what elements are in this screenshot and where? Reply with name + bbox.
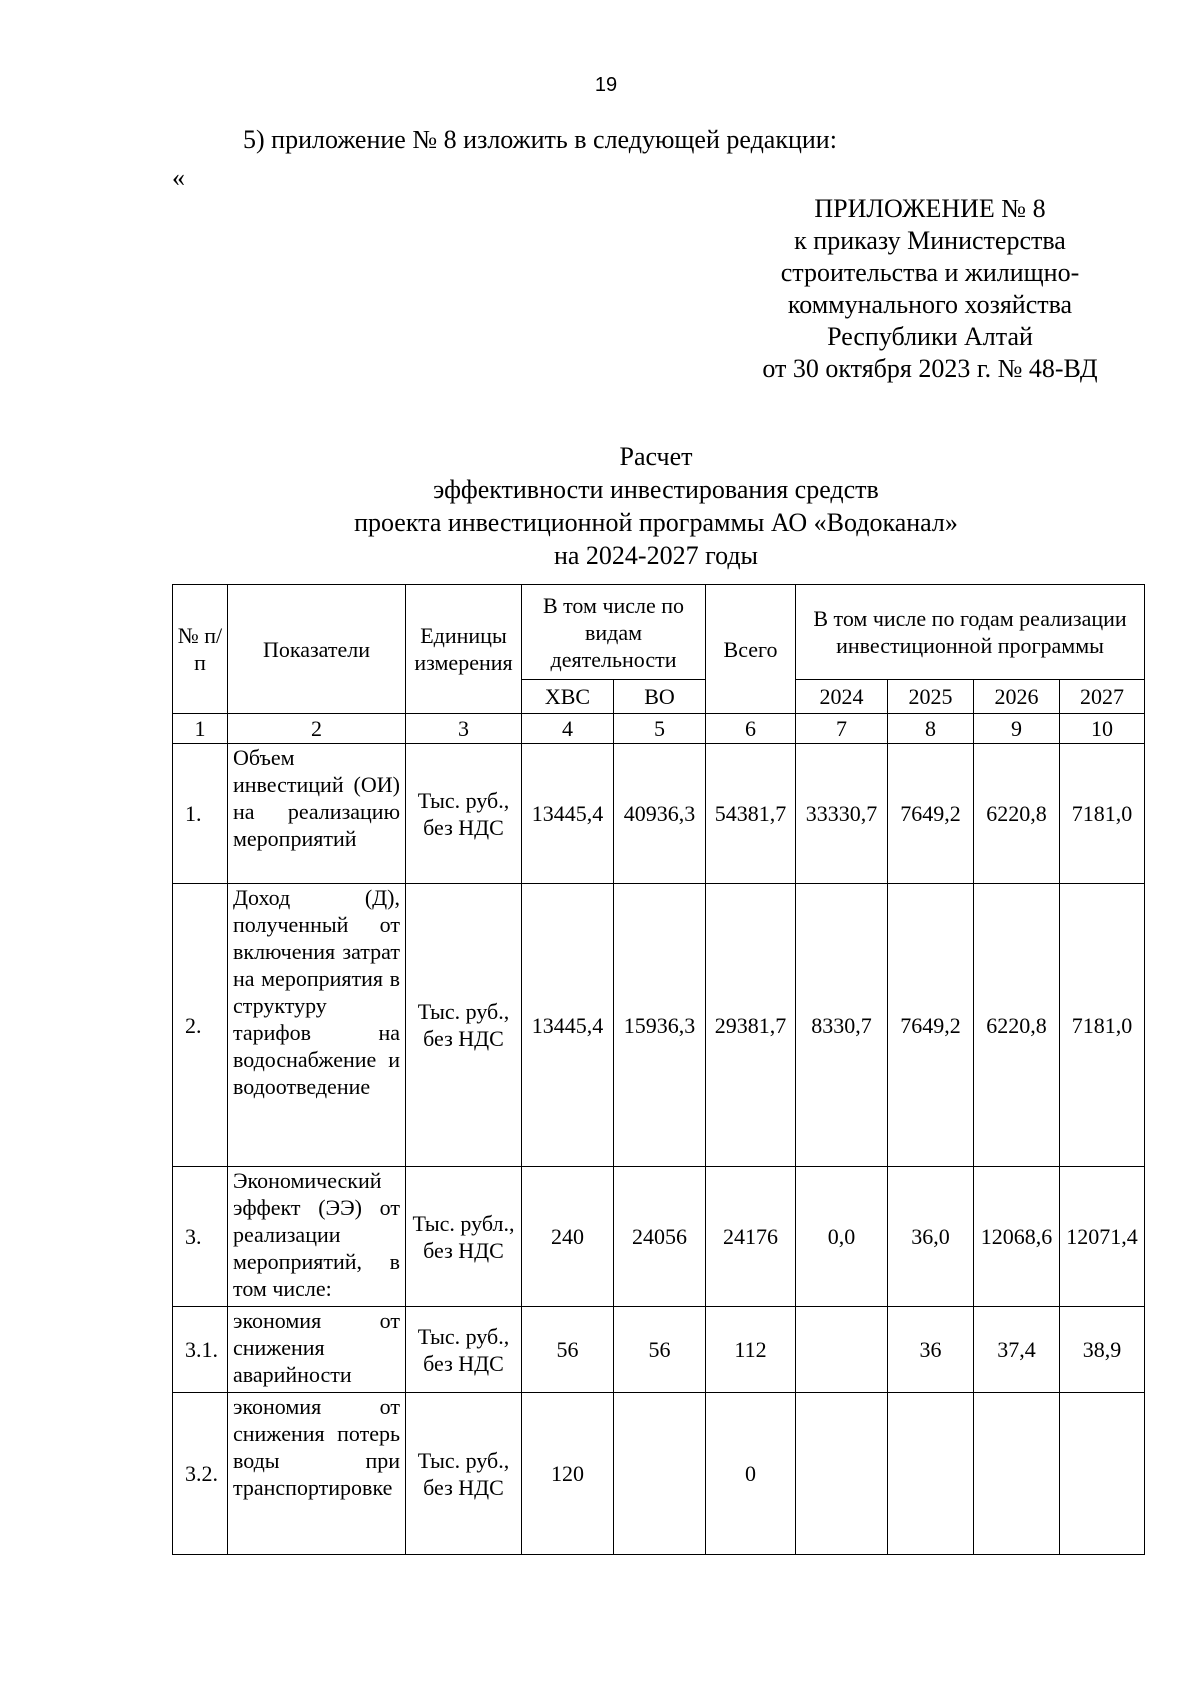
opening-quote: « — [172, 163, 185, 192]
column-number: 6 — [706, 714, 796, 744]
row-indicator: Объем инвестиций (ОИ) на реализацию мероприятий — [228, 744, 406, 884]
header-2027: 2027 — [1060, 680, 1145, 714]
intro-text: 5) приложение № 8 изложить в следующей редакции: — [243, 125, 837, 154]
row-2025: 7649,2 — [888, 744, 974, 884]
row-num: 2. — [173, 884, 228, 1167]
row-unit: Тыс. руб., без НДС — [406, 1393, 522, 1555]
row-vo: 15936,3 — [614, 884, 706, 1167]
title-line: на 2024-2027 годы — [553, 541, 759, 570]
column-number: 10 — [1060, 714, 1145, 744]
column-number: 3 — [406, 714, 522, 744]
row-unit: Тыс. руб., без НДС — [406, 744, 522, 884]
header-vo: ВО — [614, 680, 706, 714]
row-2024: 8330,7 — [796, 884, 888, 1167]
header-indicator: Показатели — [228, 585, 406, 714]
header-2024: 2024 — [796, 680, 888, 714]
column-number: 7 — [796, 714, 888, 744]
row-hvs: 13445,4 — [522, 884, 614, 1167]
row-vo — [614, 1393, 706, 1555]
column-number: 8 — [888, 714, 974, 744]
header-hvs: ХВС — [522, 680, 614, 714]
row-2027: 7181,0 — [1060, 744, 1145, 884]
header-total: Всего — [706, 585, 796, 714]
row-2024 — [796, 1393, 888, 1555]
row-2027: 7181,0 — [1060, 884, 1145, 1167]
row-2026: 6220,8 — [974, 744, 1060, 884]
row-num: 3.1. — [173, 1307, 228, 1393]
appendix-line: ПРИЛОЖЕНИЕ № 8 — [814, 194, 1046, 223]
title-line: Расчет — [619, 442, 693, 471]
row-hvs: 120 — [522, 1393, 614, 1555]
row-2024: 33330,7 — [796, 744, 888, 884]
table-row — [173, 1307, 1145, 1393]
row-num: 1. — [173, 744, 228, 884]
page-number: 19 — [594, 74, 618, 96]
row-unit: Тыс. руб., без НДС — [406, 884, 522, 1167]
row-hvs: 13445,4 — [522, 744, 614, 884]
appendix-line: к приказу Министерства — [794, 226, 1066, 255]
header-num: № п/п — [173, 585, 228, 714]
row-2026: 37,4 — [974, 1307, 1060, 1393]
row-num: 3.2. — [173, 1393, 228, 1555]
header-2026: 2026 — [974, 680, 1060, 714]
row-indicator: экономия от снижения аварийности — [228, 1307, 406, 1393]
title-line: эффективности инвестирования средств — [433, 475, 879, 504]
row-indicator: экономия от снижения потерь воды при транспортировке — [228, 1393, 406, 1555]
row-2024 — [796, 1307, 888, 1393]
column-number-row — [173, 714, 1145, 744]
table-row — [173, 1393, 1145, 1555]
title-line: проекта инвестиционной программы АО «Водоканал» — [354, 508, 958, 537]
row-total: 112 — [706, 1307, 796, 1393]
appendix-line: коммунального хозяйства — [787, 290, 1073, 319]
row-hvs: 240 — [522, 1167, 614, 1307]
appendix-line: от 30 октября 2023 г. № 48-ВД — [762, 354, 1098, 383]
row-2025: 36,0 — [888, 1167, 974, 1307]
row-vo: 40936,3 — [614, 744, 706, 884]
table-row — [173, 744, 1145, 884]
row-2025: 36 — [888, 1307, 974, 1393]
row-total: 54381,7 — [706, 744, 796, 884]
row-total: 29381,7 — [706, 884, 796, 1167]
row-num: 3. — [173, 1167, 228, 1307]
header-unit: Единицы измерения — [406, 585, 522, 714]
row-2025 — [888, 1393, 974, 1555]
table-row — [173, 884, 1145, 1167]
row-total: 0 — [706, 1393, 796, 1555]
row-total: 24176 — [706, 1167, 796, 1307]
column-number: 9 — [974, 714, 1060, 744]
row-indicator: Доход (Д), полученный от включения затрат на мероприятия в структуру тарифов на водоснабжение и водоотведение — [228, 884, 406, 1167]
row-unit: Тыс. рубл., без НДС — [406, 1167, 522, 1307]
column-number: 2 — [228, 714, 406, 744]
row-vo: 56 — [614, 1307, 706, 1393]
row-2024: 0,0 — [796, 1167, 888, 1307]
header-by-activity: В том числе по видам деятельности — [522, 585, 706, 680]
row-2026 — [974, 1393, 1060, 1555]
efficiency-table — [172, 584, 1145, 1555]
row-2026: 12068,6 — [974, 1167, 1060, 1307]
row-2026: 6220,8 — [974, 884, 1060, 1167]
row-unit: Тыс. руб., без НДС — [406, 1307, 522, 1393]
row-vo: 24056 — [614, 1167, 706, 1307]
column-number: 5 — [614, 714, 706, 744]
document-title — [0, 440, 1200, 572]
header-by-years: В том числе по годам реализации инвестиционной программы — [796, 585, 1145, 680]
column-number: 1 — [173, 714, 228, 744]
row-2027: 38,9 — [1060, 1307, 1145, 1393]
appendix-line: строительства и жилищно- — [780, 258, 1080, 287]
table-row — [173, 1167, 1145, 1307]
appendix-line: Республики Алтай — [827, 322, 1033, 351]
appendix-block — [700, 193, 1160, 385]
column-number: 4 — [522, 714, 614, 744]
row-2025: 7649,2 — [888, 884, 974, 1167]
row-2027 — [1060, 1393, 1145, 1555]
row-hvs: 56 — [522, 1307, 614, 1393]
row-2027: 12071,4 — [1060, 1167, 1145, 1307]
row-indicator: Экономический эффект (ЭЭ) от реализации мероприятий, в том числе: — [228, 1167, 406, 1307]
header-2025: 2025 — [888, 680, 974, 714]
